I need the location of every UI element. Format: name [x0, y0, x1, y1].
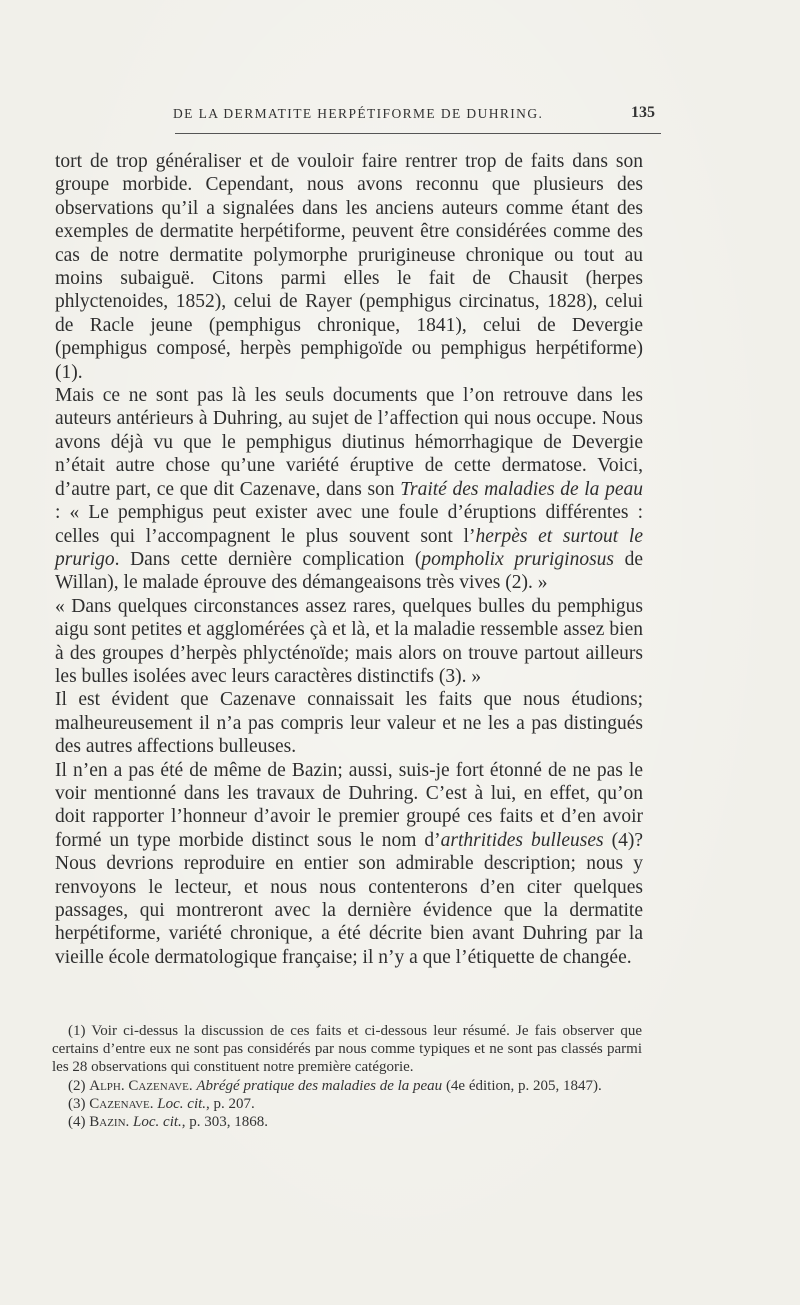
running-header: DE LA DERMATITE HERPÉTIFORME DE DUHRING.	[173, 106, 544, 121]
footnote-4	[52, 1113, 642, 1131]
footnote-2-author: Alph. Cazenave	[89, 1077, 189, 1094]
footnote-3-detail: , p. 207.	[206, 1095, 255, 1112]
paragraph-5-text-a: Il n’en a pas été de même de Bazin; aussi, suis-je fort étonné de ne pas le voir mentionné dans les travaux de Duhring. C’est à lui, en effet, qu’on doit rapporter l’honneur d’avoir le premier groupé ces faits et d’en avoir formé un type morbide distinct sous le nom d’	[55, 759, 643, 851]
footnote-2	[52, 1077, 642, 1095]
paragraph-3: « Dans quelques circonstances assez rares, quelques bulles du pemphigus aigu sont petites et agglomérées çà et là, et la maladie ressemble assez bien à des groupes d’herpès phlycténoïde; mais alors on trouve partout ailleurs les bulles isolées avec leurs caractères distinctifs (3). »	[55, 595, 643, 687]
paragraph-4: Il est évident que Cazenave connaissait les faits que nous étudions; malheureusement il n’a pas compris leur valeur et ne les a pas distingués des autres affections bulleuses.	[55, 689, 643, 758]
footnote-3-marker: (3)	[68, 1095, 90, 1112]
footnote-1: (1) Voir ci-dessus la discussion de ces faits et ci-dessous leur résumé. Je fais observer que certains d’entre eux ne sont pas considérés par nous comme typiques et ne sont pas classés parmi les 28 observations qui constituent notre première catégorie.	[52, 1023, 642, 1076]
footnote-3-title: Loc. cit.	[157, 1095, 207, 1112]
footnote-4-marker: (4)	[68, 1114, 90, 1131]
paragraph-2-italic-title: Traité des maladies de la peau	[400, 478, 643, 500]
paragraph-2-text-b: : « Le pemphigus peut exister avec une foule d’éruptions différentes : celles qui l’accompagnent le plus souvent sont l’	[55, 502, 643, 547]
footnote-2-detail: (4e édition, p. 205, 1847).	[442, 1077, 602, 1094]
footnote-4-detail: , p. 303, 1868.	[181, 1114, 269, 1131]
paragraph-2	[55, 384, 643, 595]
paragraph-2-text-d: de Willan), le malade éprouve des démangeaisons très vives (2). »	[55, 548, 643, 594]
footnote-3-sep: .	[149, 1095, 158, 1112]
paragraph-2-italic-herpes: herpès et surtout le prurigo	[55, 525, 643, 570]
footnote-2-sep: .	[188, 1077, 197, 1094]
footnote-3	[52, 1095, 642, 1113]
paragraph-1	[55, 150, 643, 384]
footnote-4-sep: .	[125, 1114, 134, 1131]
page-number: 135	[631, 104, 655, 121]
header-rule	[175, 133, 661, 134]
footnote-2-marker: (2)	[68, 1077, 90, 1094]
paragraph-5	[55, 759, 643, 970]
footnotes	[52, 1022, 642, 1131]
footnote-3-author: Cazenave	[89, 1095, 150, 1112]
paragraph-2-text-c: . Dans cette dernière complication (	[114, 548, 422, 570]
paragraph-2-italic-pompholix: pompholix pruriginosus	[421, 548, 615, 570]
footnote-4-title: Loc. cit.	[133, 1114, 182, 1131]
paragraph-5-italic: arthritides bulleuses	[440, 829, 604, 851]
footnote-2-title: Abrégé pratique des maladies de la peau	[196, 1077, 443, 1094]
paragraph-1-text: tort de trop généraliser et de vouloir faire rentrer trop de faits dans son groupe morbide. Cependant, nous avons reconnu que plusieurs des observations qu’il a signalées dans les anciens auteurs comme étant des exemples de dermatite herpétiforme, peuvent être considérées comme des cas de notre dermatite polymorphe prurigineuse chronique ou tout au moins subaiguë. Citons parmi elles le fait de Chausit (herpes phlyctenoides, 1852), celui de Rayer (pemphigus circinatus, 1828), celui de Racle jeune (pemphigus chronique, 1841), celui de Devergie (pemphigus composé, herpès pemphigoïde ou pemphigus herpétiforme) (1).	[55, 151, 643, 383]
footnote-4-author: Bazin	[89, 1114, 126, 1131]
paragraph-2-text-a: Mais ce ne sont pas là les seuls documents que l’on retrouve dans les auteurs antérieurs à Duhring, au sujet de l’affection qui nous occupe. Nous avons déjà vu que le pemphigus diutinus hémorrhagique de Devergie n’était autre chose qu’une variété éruptive de cette dermatose. Voici, d’autre part, ce que dit Cazenave, dans son	[55, 385, 643, 500]
main-text	[55, 150, 643, 969]
paragraph-5-text-b: (4)? Nous devrions reproduire en entier son admirable description; nous y renvoyons le lecteur, et nous nous contenterons d’en citer quelques passages, qui montreront avec la dernière évidence que la dermatite herpétiforme, variété chronique, a été décrite bien avant Duhring par la vieille école dermatologique française; il n’y a que l’étiquette de changée.	[55, 829, 643, 968]
